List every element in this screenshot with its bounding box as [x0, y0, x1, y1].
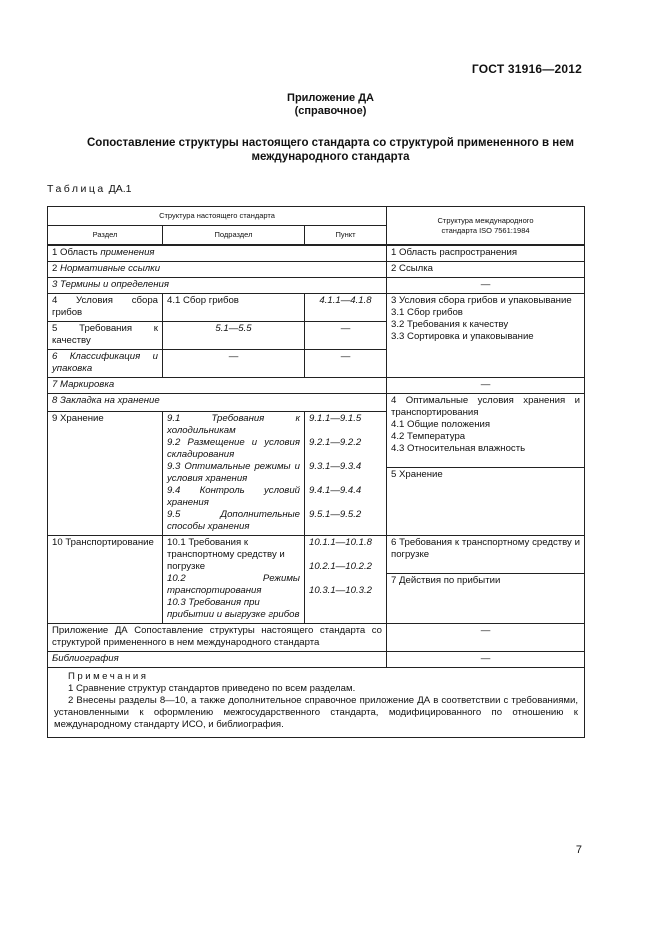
- row-5-item: —: [305, 322, 387, 350]
- row-10-right-1: 6 Требования к транспортному средству и погрузке: [387, 536, 585, 574]
- row-9-subsections: [163, 412, 305, 536]
- annex-row-right: —: [387, 624, 585, 652]
- row-7-right: —: [387, 378, 585, 394]
- annex-title: [0, 92, 661, 118]
- bibliography-left: Библиография: [48, 652, 387, 668]
- notes-title: Примечания: [68, 671, 149, 682]
- sub-9-5: 9.5 Дополнительные способы хранения: [167, 509, 300, 532]
- heading-line-1: Сопоставление структуры настоящего стандарта со структурой примененного в нем: [87, 137, 574, 149]
- row-3-right: —: [387, 278, 585, 294]
- note-2: 2 Внесены разделы 8—10, а также дополнительное справочное приложение ДА в соответствии с требованиями, установленными к оформлению межгосударственного стандарта, модифицированного по отношению к международному стандарту ИСО, и библиография.: [54, 695, 579, 730]
- row-4-section: 4 Условия сбора грибов: [48, 294, 163, 322]
- header-intl-line-2: стандарта ISO 7561:1984: [441, 225, 530, 235]
- item-9-2: 9.2.1—9.2.2: [309, 437, 362, 448]
- row-6-item: —: [305, 350, 387, 378]
- sub-10-3: 10.3 Требования при прибытии и выгрузке грибов: [167, 597, 300, 620]
- right-4-3: 4.3 Относительная влажность: [391, 443, 526, 454]
- header-item: Пункт: [305, 226, 387, 246]
- annex-title-line: Приложение ДА: [287, 92, 374, 104]
- row-4-item: 4.1.1—4.1.8: [305, 294, 387, 322]
- row-6-subsection: —: [163, 350, 305, 378]
- row-10-right-2: 7 Действия по прибытии: [387, 574, 585, 624]
- row-9-section: 9 Хранение: [48, 412, 163, 536]
- header-section: Раздел: [48, 226, 163, 246]
- header-structure-current: Структура настоящего стандарта: [48, 207, 387, 226]
- item-9-4: 9.4.1—9.4.4: [309, 485, 362, 496]
- item-9-5: 9.5.1—9.5.2: [309, 509, 362, 520]
- right-3-3: 3.3 Сортировка и упаковывание: [391, 331, 534, 342]
- item-9-1: 9.1.1—9.1.5: [309, 413, 362, 424]
- row-8-right: [387, 394, 585, 468]
- row-1-right: 1 Область распространения: [387, 245, 585, 262]
- row-10-section: 10 Транспортирование: [48, 536, 163, 624]
- table-caption-prefix: Таблица: [47, 183, 106, 195]
- right-4: 4 Оптимальные условия хранения и транспортирования: [391, 395, 581, 418]
- row-10-items: [305, 536, 387, 624]
- row-9-items: [305, 412, 387, 536]
- page-number: 7: [575, 844, 582, 856]
- annex-row-left: Приложение ДА Сопоставление структуры настоящего стандарта со структурой примененного в нем международного стандарта: [48, 624, 387, 652]
- sub-9-2: 9.2 Размещение и условия складирования: [167, 437, 300, 460]
- row-10-subsections: [163, 536, 305, 624]
- right-3: 3 Условия сбора грибов и упаковывание: [391, 295, 572, 306]
- row-4-6-right: [387, 294, 585, 378]
- annex-subtitle: (справочное): [294, 105, 367, 117]
- row-6-section: 6 Классификация и упаковка: [48, 350, 163, 378]
- header-structure-intl: [387, 207, 585, 246]
- bibliography-right: —: [387, 652, 585, 668]
- sub-9-1: 9.1 Требования к холодильникам: [167, 413, 300, 436]
- section-heading: [70, 136, 591, 164]
- table-caption-number: ДА.1: [108, 183, 132, 195]
- sub-10-1: 10.1 Требования к транспортному средству и погрузке: [167, 537, 285, 572]
- row-5-subsection: 5.1—5.5: [163, 322, 305, 350]
- document-number: ГОСТ 31916—2012: [471, 62, 582, 76]
- item-9-3: 9.3.1—9.3.4: [309, 461, 362, 472]
- row-9-right: 5 Хранение: [387, 468, 585, 536]
- row-3-left: 3 Термины и определения: [48, 278, 387, 294]
- item-10-2: 10.2.1—10.2.2: [309, 561, 372, 572]
- right-3-1: 3.1 Сбор грибов: [391, 307, 463, 318]
- right-3-2: 3.2 Требования к качеству: [391, 319, 509, 330]
- sub-10-2: 10.2 Режимы транспортирования: [167, 573, 300, 596]
- row-2-right: 2 Ссылка: [387, 262, 585, 278]
- table-caption: [47, 183, 131, 195]
- right-4-1: 4.1 Общие положения: [391, 419, 491, 430]
- table-notes: [48, 668, 585, 738]
- note-1: 1 Сравнение структур стандартов приведено по всем разделам.: [68, 683, 356, 694]
- sub-9-4: 9.4 Контроль условий хранения: [167, 485, 300, 508]
- row-7-left: 7 Маркировка: [48, 378, 387, 394]
- row-8-left: 8 Закладка на хранение: [48, 394, 387, 412]
- comparison-table: [47, 206, 585, 738]
- row-4-subsection: 4.1 Сбор грибов: [163, 294, 305, 322]
- row-5-section: 5 Требования к качеству: [48, 322, 163, 350]
- row-1-left: 1 Область применения: [48, 245, 387, 262]
- item-10-3: 10.3.1—10.3.2: [309, 585, 372, 596]
- item-10-1: 10.1.1—10.1.8: [309, 537, 372, 548]
- header-intl-line-1: Структура международного: [437, 215, 534, 225]
- row-2-left: 2 Нормативные ссылки: [48, 262, 387, 278]
- header-subsection: Подраздел: [163, 226, 305, 246]
- right-4-2: 4.2 Температура: [391, 431, 466, 442]
- heading-line-2: международного стандарта: [251, 151, 410, 163]
- sub-9-3: 9.3 Оптимальные режимы и условия хранения: [167, 461, 300, 484]
